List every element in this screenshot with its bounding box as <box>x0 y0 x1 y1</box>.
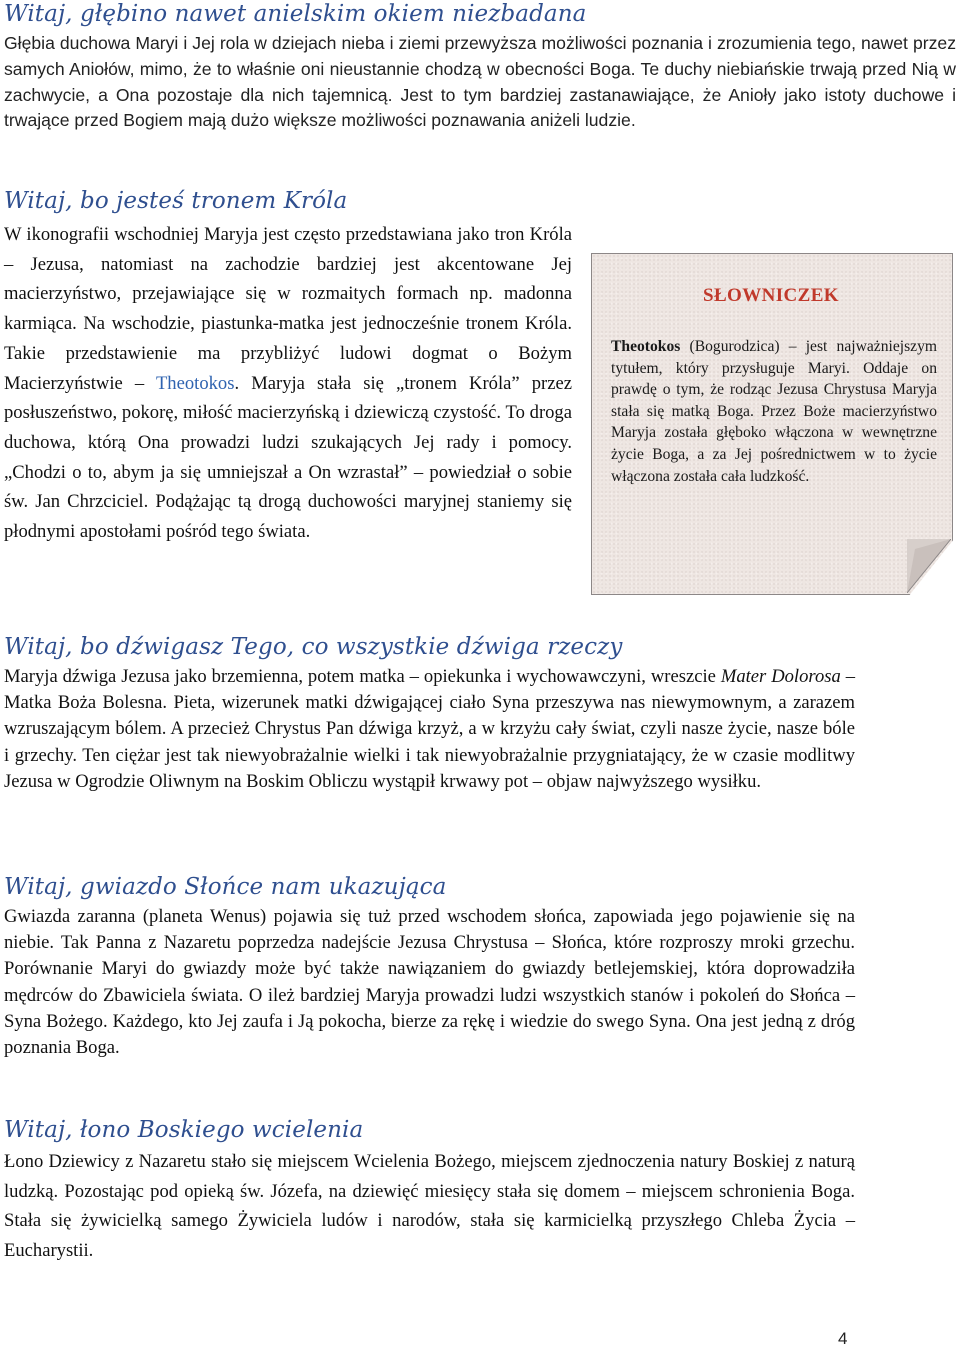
glossary-definition <box>611 336 937 487</box>
section-carrying <box>4 633 855 795</box>
section-paragraph: Łono Dziewicy z Nazaretu stało się miejscem Wcielenia Bożego, miejscem zjednoczenia natury Boskiej z naturą ludzką. Pozostając pod opieką św. Józefa, na dziewięć miesięcy stała się domem – miejscem schronienia Boga. Stała się żywicielką samego Żywiciela ludów i narodów, stała się karmicielką przyszłego Chleba Życia – Eucharystii. <box>4 1151 855 1262</box>
latin-title: Mater Dolorosa <box>720 666 841 687</box>
theotokos-link[interactable]: Theotokos <box>155 372 235 394</box>
glossary-term: Theotokos <box>611 338 681 355</box>
paragraph-text: Maryja dźwiga Jezusa jako brzemienna, potem matka – opiekunka i wychowawczyni, wreszcie <box>4 666 721 687</box>
section-womb <box>4 1116 855 1266</box>
paragraph-text: W ikonografii wschodniej Maryja jest często przedstawiana jako tron Króla – Jezusa, natomiast na zachodzie bardziej jest akcentowane Jej macierzyństwo, przejawiające się w rozmaitych formach np. madonna karmiąca. Na wschodzie, piastunka-matka jest jednocześnie tronem Króla. Takie przedstawienie ma przybliżyć ludowi dogmat o Bożym Macierzyństwie – <box>4 224 572 394</box>
section-heading: Witaj, bo jesteś tronem Króla <box>4 188 348 214</box>
section-paragraph <box>4 220 572 547</box>
page-curl-icon <box>907 539 951 593</box>
section-paragraph <box>4 664 855 795</box>
section-throne <box>4 187 572 547</box>
section-heading: Witaj, bo dźwigasz Tego, co wszystkie dźwiga rzeczy <box>4 634 623 660</box>
paragraph-text: – Matka Boża Bolesna. Pieta, wizerunek matki dźwigającej ciało Syna przeszywa nas niewymownym, a zarazem wzruszającym bólem. A przecież Chrystus Pan dźwiga krzyż, a w krzyżu cały świat, czyli nasze życie, nasze bóle i grzechy. Ten ciężar jest tak niewyobrażalnie wielki i tak niewyobrażalnie przygniatający, że w czasie modlitwy Jezusa w Ogrodzie Oliwnym na Boskim Obliczu wystąpił krwawy pot – objaw najwyższego wysiłku. <box>4 666 856 792</box>
section-star <box>4 873 855 1061</box>
section-heading: Witaj, głębino nawet anielskim okiem niezbadana <box>4 1 587 27</box>
glossary-title: SŁOWNICZEK <box>703 285 839 306</box>
section-paragraph: Gwiazda zaranna (planeta Wenus) pojawia się tuż przed wschodem słońca, zapowiada jego pojawienie się na niebie. Tak Panna z Nazaretu poprzedza nadejście Jezusa Chrystusa – Słońca, które rozproszy mroki grzechu. Porównanie Maryi do gwiazdy może być także nawiązaniem do gwiazdy betlejemskiej, która doprowadziła mędrców do Zbawiciela świata. O ileż bardziej Maryja prowadzi ludzi wszystkich stanów i pokoleń do Słońca – Syna Bożego. Każdego, kto Jej zaufa i Ją pokocha, bierze za rękę i wiedzie do swego Syna. Ona jest jedną z dróg poznania Boga. <box>4 906 855 1059</box>
section-heading: Witaj, gwiazdo Słońce nam ukazująca <box>4 874 447 900</box>
glossary-box <box>591 253 951 593</box>
section-abyss <box>4 0 956 134</box>
paragraph-text: . Maryja stała się „tronem Króla” przez posłuszeństwo, pokorę, miłość macierzyńską i dziewiczą czystość. To droga duchowa, którą Ona prowadzi ludzi szukających Jej rady i pomocy. „Chodzi o to, abym ja się umniejszał a On wzrastał” – powiedział o sobie św. Jan Chrzciciel. Podążając tą drogą duchowości maryjnej staniemy się płodnymi apostołami pośród tego świata. <box>4 372 572 543</box>
glossary-definition-text: (Bogurodzica) – jest najważniejszym tytułem, który przysługuje Maryi. Oddaje on prawdę o tym, że rodząc Jezusa Chrystusa Maryja stała się matką Boga. Przez Boże macierzyństwo Maryja została głęboko włączona w wewnętrzne życie Boga, a za Jej pośrednictwem w to życie włączona została cała ludzkość. <box>611 338 937 485</box>
section-heading: Witaj, łono Boskiego wcielenia <box>4 1117 364 1143</box>
section-paragraph: Głębia duchowa Maryi i Jej rola w dziejach nieba i ziemi przewyższa możliwości poznania i zrozumienia tego, nawet przez samych Aniołów, mimo, że to właśnie oni nieustannie chodzą w obecności Boga. Te duchy niebiańskie trwają przed Nią w zachwycie, a Ona pozostaje dla nich tajemnicą. Jest to tym bardziej zastanawiające, że Anioły jako istoty duchowe i trwające przed Bogiem mają dużo większe możliwości poznawania aniżeli ludzie. <box>4 33 956 131</box>
page-number: 4 <box>838 1329 848 1348</box>
